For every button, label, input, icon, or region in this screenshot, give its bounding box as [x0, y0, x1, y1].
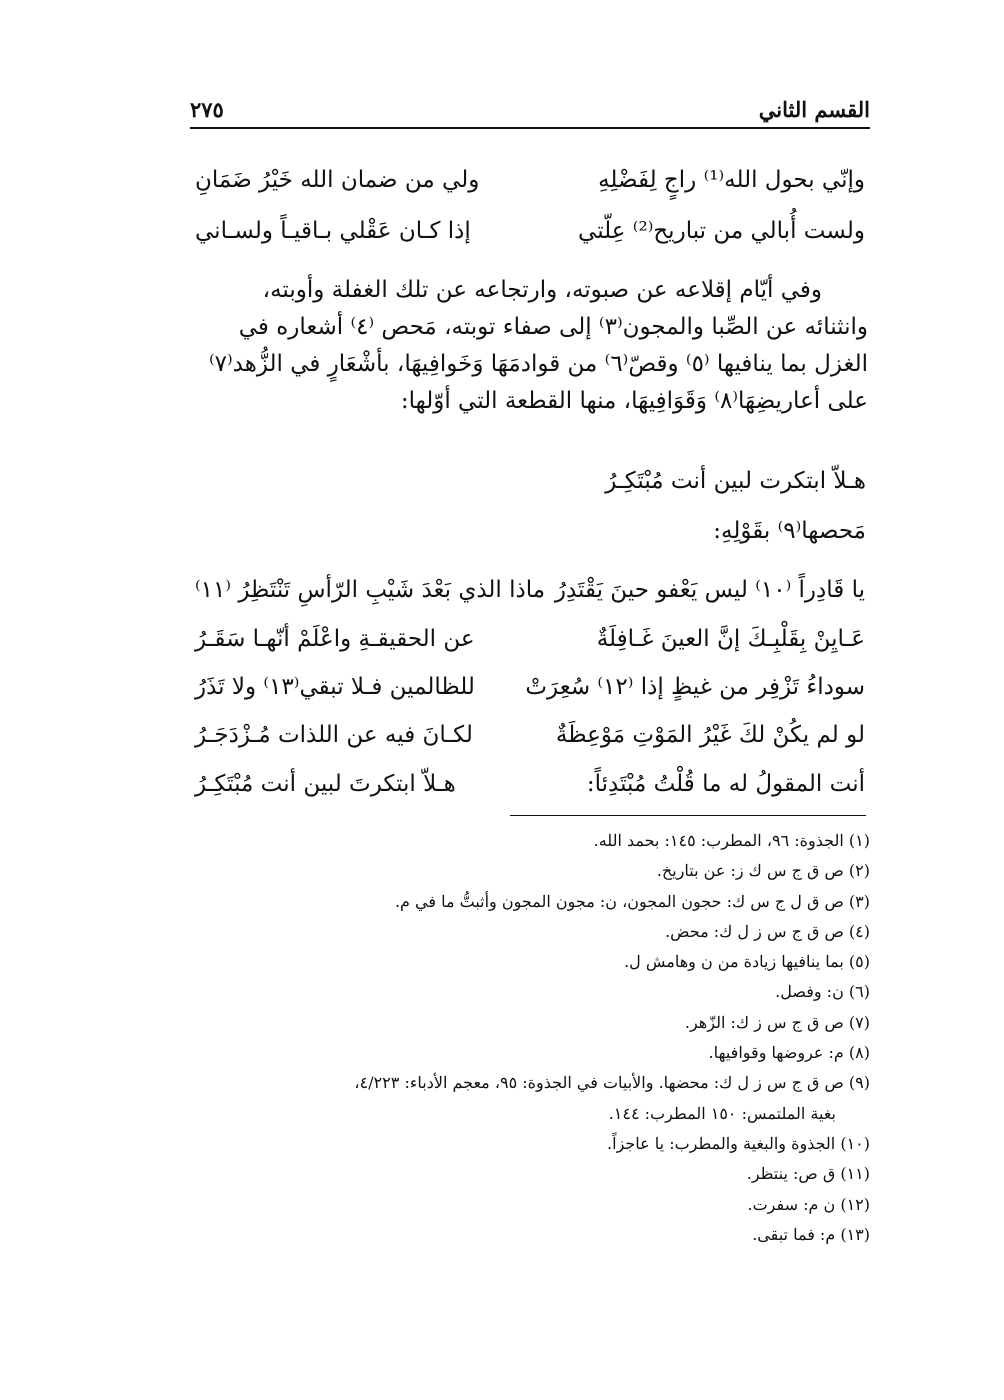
intro-verse-2	[195, 209, 865, 253]
intro-verse-1	[195, 158, 865, 202]
lead-in-line: مَحصها⁽٩⁾ بقَوْلِهِ:	[713, 518, 866, 544]
verse-second-hemistich: عن الحقيقـةِ واعْلَمْ أنّهـا سَقَـرُ	[195, 626, 475, 652]
verse-first-hemistich: عَـايِنْ بِقَلْبِـكَ إنَّ العينَ غَـافِلَةٌ	[596, 626, 865, 652]
opening-verse: هـلاّ ابتكرت لبين أنت مُبْتَكِـرُ	[605, 468, 866, 494]
header-rule	[190, 127, 870, 129]
footnote: (٢) ص ق ج س ك ز: عن بتاريخ.	[656, 861, 870, 881]
poem-verse-2	[195, 617, 865, 661]
verse-second-hemistich: ولي من ضمان الله خَيْرُ ضَمَانِ	[195, 167, 480, 193]
section-title: القسم الثاني	[758, 97, 870, 122]
verse-second-hemistich: لكـانَ فيه عن اللذات مُـزْدَجَـرُ	[195, 722, 473, 748]
footnotes	[188, 826, 870, 1250]
paragraph-line: وانثنائه عن الصِّبا والمجون⁽٣⁾ إلى صفاء توبته، مَحص ⁽٤⁾ أشعاره في	[238, 314, 868, 340]
verse-first-hemistich: وإنّي بحول الله⁽¹⁾ راجٍ لِفَضْلِهِ	[598, 167, 865, 193]
footnote: (٥) بما ينافيها زيادة من ن وهامش ل.	[624, 952, 870, 972]
poem-verse-5	[195, 762, 865, 806]
footnote-continuation: بغية الملتمس: ١٥٠ المطرب: ١٤٤.	[608, 1103, 836, 1123]
footnote: (٤) ص ق ج س ز ل ك: محض.	[665, 921, 870, 941]
verse-second-hemistich: ماذا الذي بَعْدَ شَيْبِ الرّأسِ تَنْتَظِرُ ⁽١١⁾	[195, 577, 546, 603]
footnote: (١٢) ن م: سفرت.	[747, 1194, 870, 1214]
footnote: (٨) م: عروضها وقوافيها.	[708, 1043, 870, 1063]
page-header	[190, 88, 870, 122]
prose-paragraph	[188, 272, 868, 420]
footnote: (٩) ص ق ج س ز ل ك: محضها. والأبيات في الجذوة: ٩٥، معجم الأدباء: ٤/٢٢٣،	[354, 1073, 870, 1093]
verse-first-hemistich: سوداءُ تَزْفِر من غيظٍ إذا ⁽١٢⁾ سُعِرَتْ	[525, 674, 865, 700]
footnote: (٧) ص ق ج س ز ك: الزّهر.	[684, 1012, 870, 1032]
footnote: (٣) ص ق ل ج س ك: حجون المجون، ن: مجون المجون وأثبتُّ ما في م.	[394, 891, 870, 911]
paragraph-line: على أعاريضِهَا⁽٨⁾ وَقَوَافِيهَا، منها القطعة التي أوّلها:	[400, 388, 868, 414]
footnote: (١٠) الجذوة والبغية والمطرب: يا عاجزاً.	[607, 1133, 870, 1153]
paragraph-line: وفي أيّام إقلاعه عن صبوته، وارتجاعه عن تلك الغفلة وأوبته،	[262, 277, 822, 303]
poem-verse-4	[195, 713, 865, 757]
footnote: (٦) ن: وفصل.	[775, 982, 870, 1002]
footnote-separator	[510, 815, 866, 816]
verse-first-hemistich: لو لم يكُنْ لكَ غَيْرُ المَوْتِ مَوْعِظَةٌ	[555, 722, 865, 748]
footnote: (١١) ق ص: ينتظر.	[746, 1164, 870, 1184]
footnote: (١٣) م: فما تبقى.	[752, 1224, 870, 1244]
footnote: (١) الجذوة: ٩٦، المطرب: ١٤٥: بحمد الله.	[593, 831, 870, 850]
verse-first-hemistich: ولست أُبالي من تباريح⁽²⁾ عِلّتي	[578, 218, 865, 244]
paragraph-line: الغزل بما ينافيها ⁽٥⁾ وقصّ⁽٦⁾ من قوادمَهَا وَخَوافِيهَا، بأشْعَارٍ في الزُّهد⁽٧⁾	[208, 351, 868, 377]
verse-first-hemistich: أنت المقولُ له ما قُلْتُ مُبْتَدِئاً:	[586, 771, 865, 797]
poem-verse-3	[195, 665, 865, 709]
verse-second-hemistich: للظالمين فـلا تبقي⁽١٣⁾ ولا تَذَرُ	[195, 674, 475, 700]
poem-verse-1	[195, 568, 865, 612]
page-number: ٢٧٥	[190, 97, 224, 122]
verse-second-hemistich: هـلاّ ابتكرتَ لبين أنت مُبْتَكِـرُ	[195, 771, 456, 797]
verse-second-hemistich: إذا كـان عَقْلي بـاقيـاً ولسـاني	[195, 218, 471, 244]
verse-first-hemistich: يا قَادِراً ⁽١٠⁾ ليس يَعْفو حينَ يَقْتَدِرُ	[554, 577, 865, 603]
